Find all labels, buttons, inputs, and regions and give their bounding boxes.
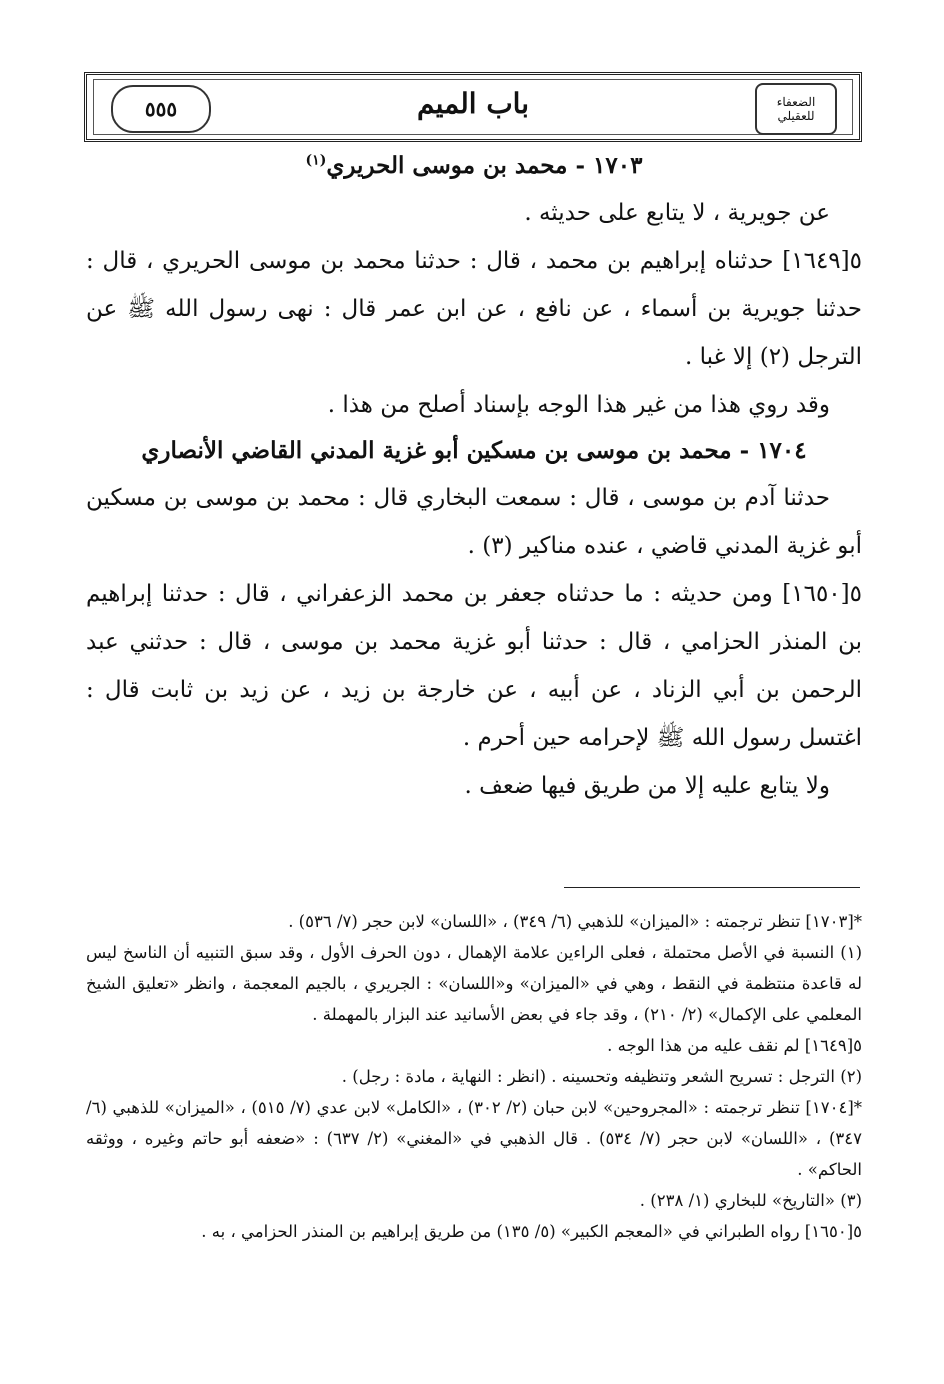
entry-heading-1704 <box>86 437 862 464</box>
hadith-paragraph-1650: ٥[١٦٥٠] ومن حديثه : ما حدثناه جعفر بن محمد الزعفراني ، قال : حدثنا إبراهيم بن المنذر الحزامي ، قال : حدثنا أبو غزية محمد بن موسى ، قال : حدثني عبد الرحمن بن أبي الزناد ، عن أبيه ، عن خارجة بن زيد ، عن زيد بن ثابت قال : اغتسل رسول الله ﷺ لإحرامه حين أحرم . <box>86 581 862 751</box>
footnote: (٣) «التاريخ» للبخاري (١/ ٢٣٨) . <box>639 1191 862 1210</box>
hadith-paragraph-1649: ٥[١٦٤٩] حدثناه إبراهيم بن محمد ، قال : حدثنا محمد بن موسى الحريري ، قال : حدثنا جويرية بن أسماء ، عن نافع ، عن ابن عمر قال : نهى رسول الله ﷺ عن الترجل (٢) إلا غبا . <box>86 248 862 370</box>
main-text <box>86 150 862 810</box>
footnote: *[١٧٠٣] تنظر ترجمته : «الميزان» للذهبي (٦/ ٣٤٩) ، «اللسان» لابن حجر (٧/ ٥٣٦) . <box>288 912 862 931</box>
book-logo: الضعفاء للعقيلي <box>755 83 837 135</box>
footnotes <box>86 906 862 1247</box>
page-number: ٥٥٥ <box>111 85 211 133</box>
paragraph: وقد روي هذا من غير هذا الوجه بإسناد أصلح من هذا . <box>327 392 830 418</box>
footnote-ref: (١) <box>305 152 327 169</box>
paragraph: حدثنا آدم بن موسى ، قال : سمعت البخاري قال : محمد بن موسى بن مسكين أبو غزية المدني قاضي ، عنده مناكير (٣) . <box>86 485 862 559</box>
paragraph: عن جويرية ، لا يتابع على حديثه . <box>524 200 830 226</box>
entry-heading-1703 <box>86 152 862 179</box>
entry-heading-text: ١٧٠٤ - محمد بن موسى بن مسكين أبو غزية المدني القاضي الأنصاري <box>141 437 807 464</box>
entry-heading-text: ١٧٠٣ - محمد بن موسى الحريري <box>326 152 643 179</box>
footnote: (٢) الترجل : تسريح الشعر وتنظيفه وتحسينه . (انظر : النهاية ، مادة : رجل) . <box>341 1067 862 1086</box>
footnote: ٥[١٦٤٩] لم نقف عليه من هذا الوجه . <box>607 1036 862 1055</box>
chapter-title: باب الميم <box>416 87 529 120</box>
page-header <box>84 72 862 142</box>
footnote: *[١٧٠٤] تنظر ترجمته : «المجروحين» لابن حبان (٢/ ٣٠٢) ، «الكامل» لابن عدي (٧/ ٥١٥) ، «الميزان» للذهبي (٦/ ٣٤٧) ، «اللسان» لابن حجر (٧/ ٥٣٤) . قال الذهبي في «المغني» (٢/ ٦٣٧) : «ضعفه أبو حاتم وغيره ، ووثقه الحاكم» . <box>86 1098 863 1179</box>
footnote: (١) النسبة في الأصل محتملة ، فعلى الراءين علامة الإهمال ، دون الحرف الأول ، وقد سبق التنبيه أن الناسخ ليس له قاعدة منتظمة في النقط ، وهي في «الميزان» و«اللسان» : الجريري ، بالجيم المعجمة ، وانظر «تعليق الشيخ المعلمي على الإكمال» (٢/ ٢١٠) ، وقد جاء في بعض الأسانيد عند البزار بالمهملة . <box>86 943 862 1024</box>
footnote-divider <box>564 887 860 888</box>
paragraph: ولا يتابع عليه إلا من طريق فيها ضعف . <box>464 773 830 799</box>
footnote: ٥[١٦٥٠] رواه الطبراني في «المعجم الكبير» (٥/ ١٣٥) من طريق إبراهيم بن المنذر الحزامي ، به . <box>201 1222 862 1241</box>
